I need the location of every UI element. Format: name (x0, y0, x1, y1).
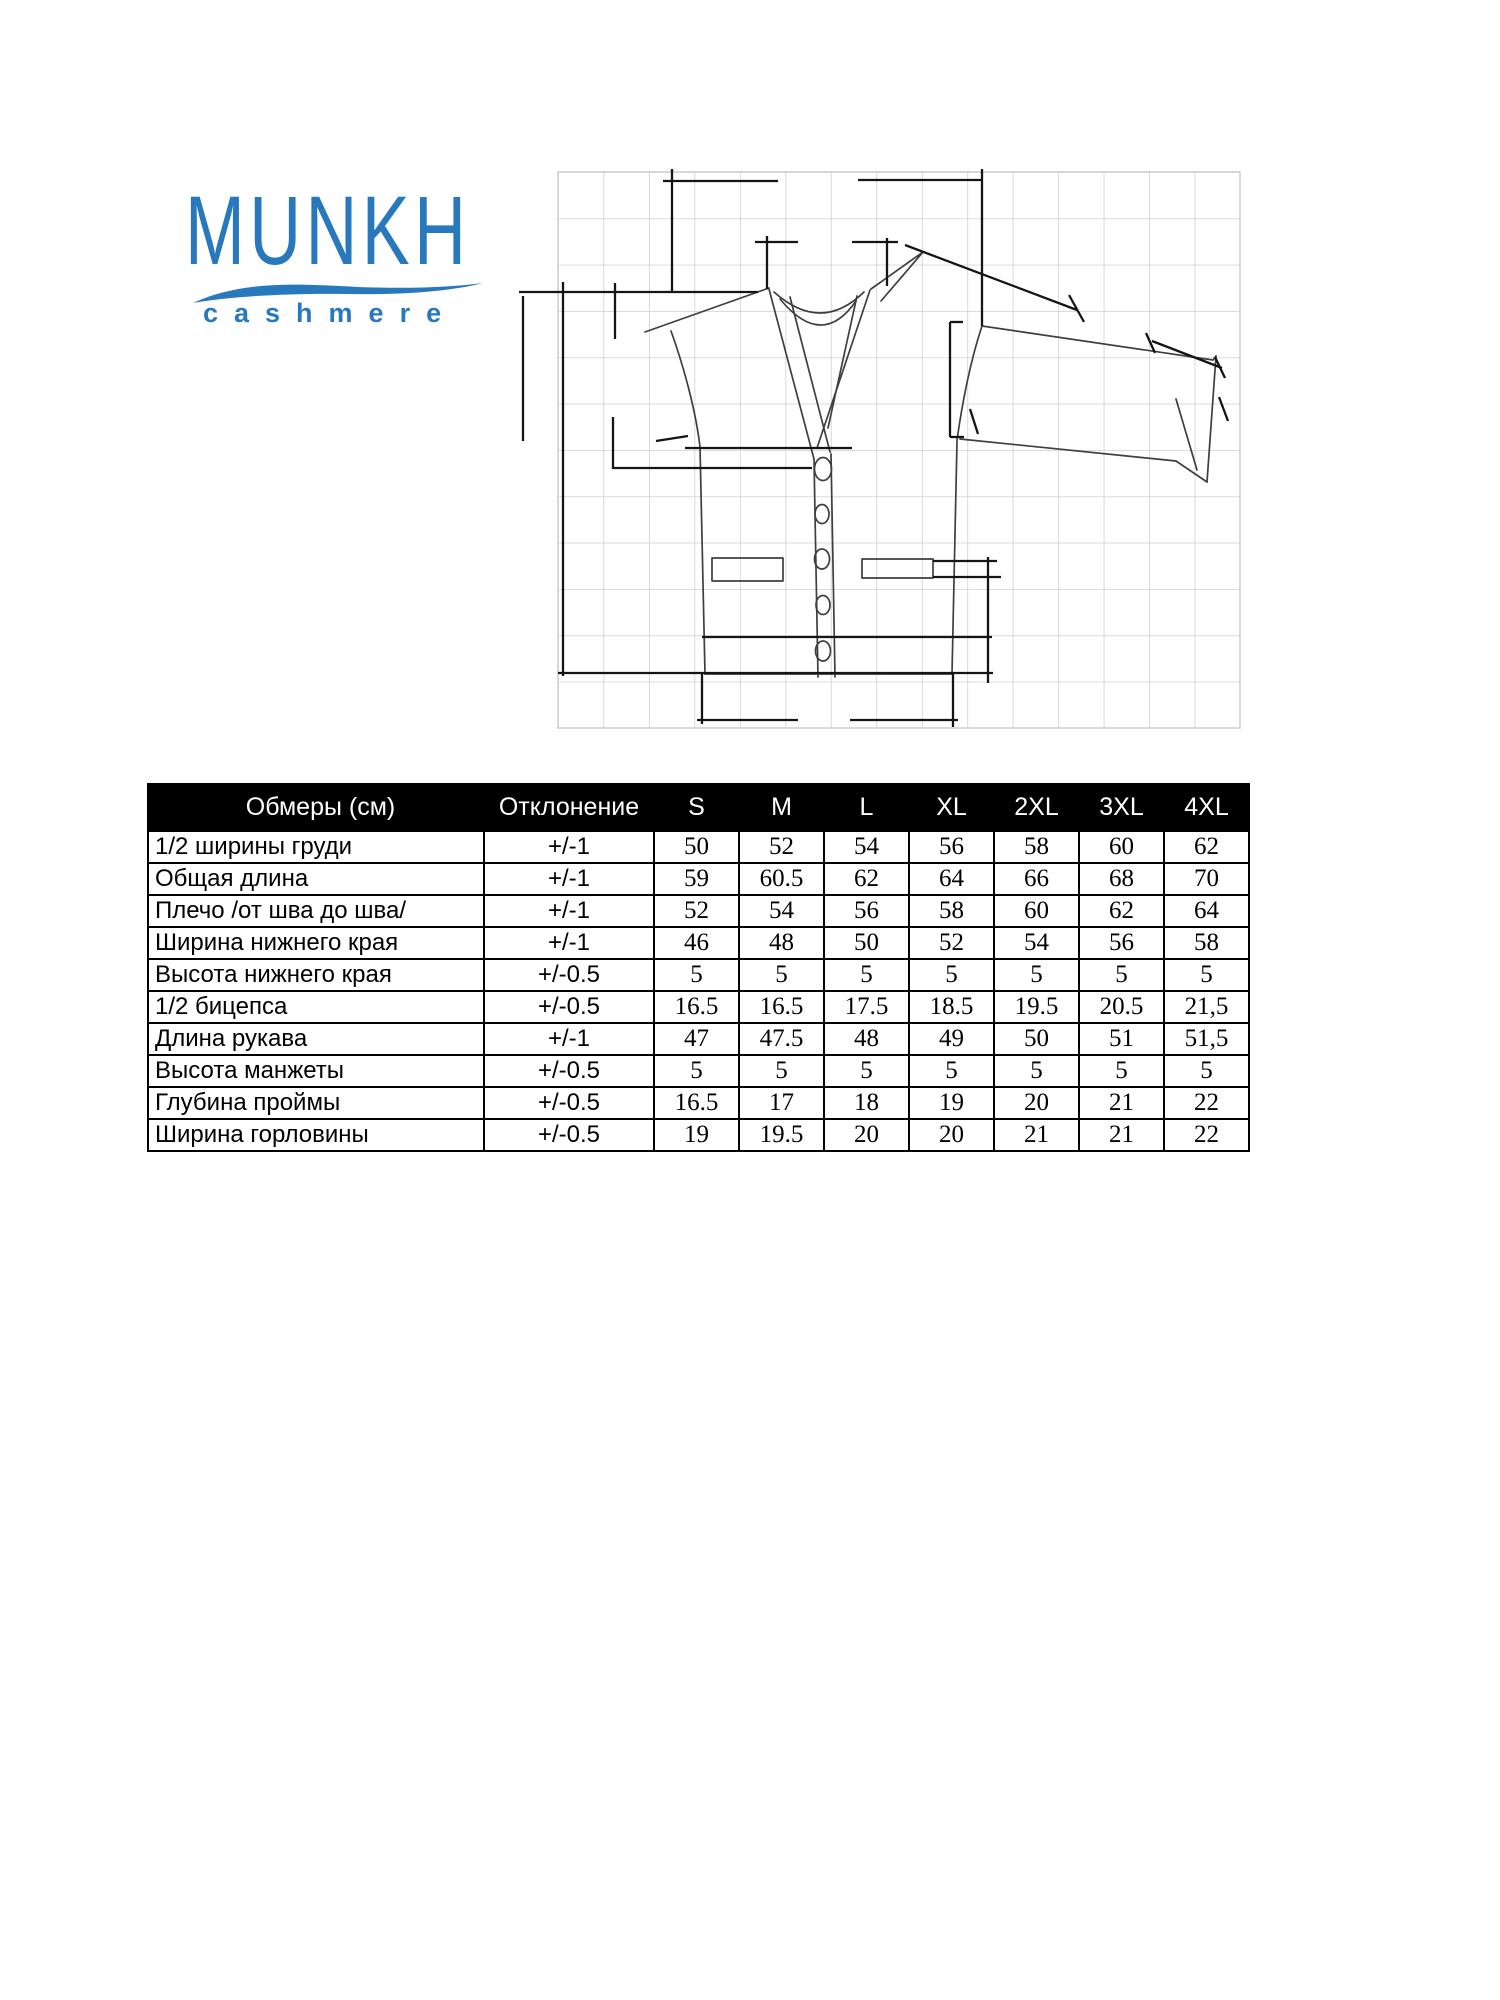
measure-label: Высота манжеты (148, 1055, 484, 1087)
table-row (148, 927, 1249, 959)
size-value: 48 (824, 1023, 909, 1055)
size-value: 5 (1079, 959, 1164, 991)
size-value: 50 (824, 927, 909, 959)
measure-label: 1/2 бицепса (148, 991, 484, 1023)
size-value: 22 (1164, 1119, 1249, 1151)
size-value: 5 (1079, 1055, 1164, 1087)
size-value: 19.5 (739, 1119, 824, 1151)
col-header-measures: Обмеры (см) (148, 784, 484, 831)
size-value: 16.5 (654, 991, 739, 1023)
size-value: 19.5 (994, 991, 1079, 1023)
size-value: 52 (654, 895, 739, 927)
tolerance-value: +/-0.5 (484, 1087, 654, 1119)
col-header-size-2xl: 2XL (994, 784, 1079, 831)
size-value: 18.5 (909, 991, 994, 1023)
table-row (148, 959, 1249, 991)
size-value: 54 (994, 927, 1079, 959)
size-value: 54 (824, 831, 909, 863)
size-chart-table (147, 783, 1250, 1152)
tolerance-value: +/-0.5 (484, 1119, 654, 1151)
tolerance-value: +/-1 (484, 831, 654, 863)
size-value: 62 (1164, 831, 1249, 863)
size-value: 48 (739, 927, 824, 959)
tolerance-value: +/-0.5 (484, 991, 654, 1023)
brand-subtitle: cashmere (203, 298, 458, 328)
size-value: 17.5 (824, 991, 909, 1023)
size-value: 64 (909, 863, 994, 895)
size-value: 62 (824, 863, 909, 895)
size-value: 56 (824, 895, 909, 927)
size-value: 62 (1079, 895, 1164, 927)
size-value: 5 (1164, 959, 1249, 991)
tolerance-value: +/-1 (484, 927, 654, 959)
size-value: 19 (654, 1119, 739, 1151)
size-value: 20.5 (1079, 991, 1164, 1023)
table-row (148, 863, 1249, 895)
size-value: 5 (994, 959, 1079, 991)
size-value: 47.5 (739, 1023, 824, 1055)
drawing-grid (558, 172, 1240, 728)
size-value: 5 (739, 959, 824, 991)
size-value: 20 (909, 1119, 994, 1151)
size-value: 21,5 (1164, 991, 1249, 1023)
measure-label: Общая длина (148, 863, 484, 895)
tolerance-value: +/-1 (484, 1023, 654, 1055)
brand-name: MUNKH (185, 176, 471, 285)
size-value: 50 (994, 1023, 1079, 1055)
size-value: 51,5 (1164, 1023, 1249, 1055)
measure-label: Глубина проймы (148, 1087, 484, 1119)
size-value: 56 (909, 831, 994, 863)
size-value: 20 (824, 1119, 909, 1151)
size-value: 50 (654, 831, 739, 863)
measure-label: Высота нижнего края (148, 959, 484, 991)
tolerance-value: +/-1 (484, 863, 654, 895)
size-value: 58 (909, 895, 994, 927)
tolerance-value: +/-0.5 (484, 1055, 654, 1087)
table-row (148, 895, 1249, 927)
size-value: 22 (1164, 1087, 1249, 1119)
size-value: 21 (1079, 1087, 1164, 1119)
size-value: 17 (739, 1087, 824, 1119)
size-value: 56 (1079, 927, 1164, 959)
size-value: 54 (739, 895, 824, 927)
size-value: 60.5 (739, 863, 824, 895)
col-header-size-s: S (654, 784, 739, 831)
size-value: 58 (1164, 927, 1249, 959)
col-header-size-3xl: 3XL (1079, 784, 1164, 831)
size-value: 5 (909, 1055, 994, 1087)
size-value: 5 (824, 959, 909, 991)
col-header-size-4xl: 4XL (1164, 784, 1249, 831)
size-value: 59 (654, 863, 739, 895)
table-header-row (148, 784, 1249, 831)
measure-label: Ширина горловины (148, 1119, 484, 1151)
brand-logo (185, 176, 515, 328)
size-value: 52 (739, 831, 824, 863)
size-value: 21 (1079, 1119, 1164, 1151)
table-row (148, 1023, 1249, 1055)
size-value: 5 (909, 959, 994, 991)
table-row (148, 1055, 1249, 1087)
table-row (148, 991, 1249, 1023)
size-value: 16.5 (739, 991, 824, 1023)
size-value: 60 (1079, 831, 1164, 863)
measure-label: Плечо /от шва до шва/ (148, 895, 484, 927)
size-value: 5 (654, 1055, 739, 1087)
size-value: 58 (994, 831, 1079, 863)
size-value: 5 (994, 1055, 1079, 1087)
size-value: 70 (1164, 863, 1249, 895)
measure-label: Длина рукава (148, 1023, 484, 1055)
size-value: 19 (909, 1087, 994, 1119)
size-value: 47 (654, 1023, 739, 1055)
size-value: 5 (654, 959, 739, 991)
size-value: 18 (824, 1087, 909, 1119)
size-value: 52 (909, 927, 994, 959)
size-value: 20 (994, 1087, 1079, 1119)
size-value: 5 (824, 1055, 909, 1087)
size-value: 46 (654, 927, 739, 959)
size-value: 5 (1164, 1055, 1249, 1087)
size-value: 64 (1164, 895, 1249, 927)
tolerance-value: +/-1 (484, 895, 654, 927)
size-value: 49 (909, 1023, 994, 1055)
col-header-size-xl: XL (909, 784, 994, 831)
tolerance-value: +/-0.5 (484, 959, 654, 991)
garment-technical-drawing (500, 140, 1260, 740)
size-value: 60 (994, 895, 1079, 927)
size-value: 5 (739, 1055, 824, 1087)
measure-label: Ширина нижнего края (148, 927, 484, 959)
col-header-tolerance: Отклонение (484, 784, 654, 831)
table-row (148, 1119, 1249, 1151)
col-header-size-l: L (824, 784, 909, 831)
size-value: 51 (1079, 1023, 1164, 1055)
size-value: 68 (1079, 863, 1164, 895)
size-value: 66 (994, 863, 1079, 895)
size-value: 21 (994, 1119, 1079, 1151)
size-value: 16.5 (654, 1087, 739, 1119)
col-header-size-m: M (739, 784, 824, 831)
measure-label: 1/2 ширины груди (148, 831, 484, 863)
table-row (148, 831, 1249, 863)
table-row (148, 1087, 1249, 1119)
